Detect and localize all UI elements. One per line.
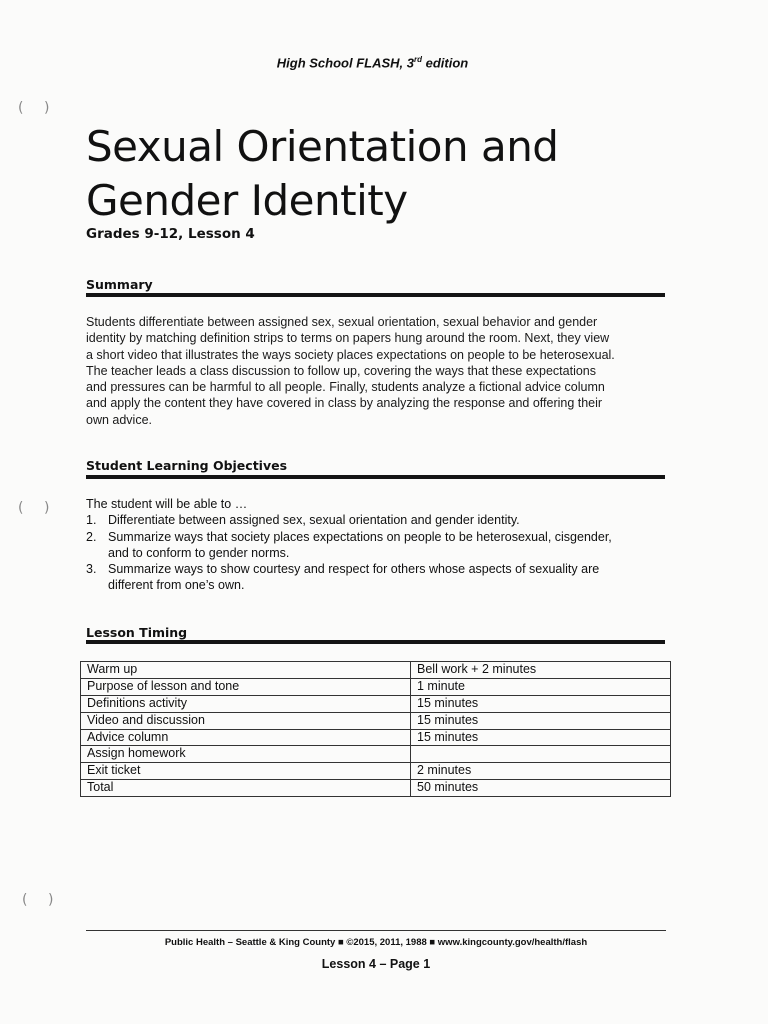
page-title xyxy=(86,120,706,228)
objectives-list xyxy=(86,496,666,594)
activity-cell: Definitions activity xyxy=(81,695,411,712)
table-row xyxy=(81,746,671,763)
table-row xyxy=(81,763,671,780)
punch-hole-mark: ( ) xyxy=(18,500,50,516)
summary-heading: Summary xyxy=(86,277,153,292)
objective-line: Summarize ways that society places expectations on people to be heterosexual, cisgender, xyxy=(108,529,612,544)
lesson-timing-table xyxy=(80,661,671,797)
section-divider xyxy=(86,293,665,297)
objective-line: and to conform to gender norms. xyxy=(108,545,290,560)
objective-line: different from one’s own. xyxy=(108,578,245,593)
objective-item xyxy=(86,512,666,528)
objective-number: 2. xyxy=(86,529,97,544)
objective-number: 1. xyxy=(86,513,97,528)
edition-suffix: edition xyxy=(422,55,469,71)
activity-cell: Video and discussion xyxy=(81,712,411,729)
objective-line: Summarize ways to show courtesy and respect for others whose aspects of sexuality are xyxy=(108,562,600,577)
table-row xyxy=(81,712,671,729)
objective-item xyxy=(86,561,666,594)
time-cell: 50 minutes xyxy=(411,780,671,797)
grade-lesson-subtitle: Grades 9-12, Lesson 4 xyxy=(86,226,255,242)
footer-divider xyxy=(86,930,666,931)
time-cell xyxy=(411,746,671,763)
activity-cell: Total xyxy=(81,780,411,797)
time-cell: 15 minutes xyxy=(411,712,671,729)
objective-line: Differentiate between assigned sex, sexual orientation and gender identity. xyxy=(108,513,520,528)
section-divider xyxy=(86,475,665,479)
timing-heading: Lesson Timing xyxy=(86,625,188,640)
objective-item xyxy=(86,529,666,562)
summary-line: and pressures can be harmful to all people. Finally, students analyze a fictional advice column xyxy=(86,380,605,395)
time-cell: 2 minutes xyxy=(411,763,671,780)
edition-superscript: rd xyxy=(414,55,422,64)
objective-text xyxy=(108,512,666,528)
time-cell: Bell work + 2 minutes xyxy=(411,662,671,679)
summary-line: own advice. xyxy=(86,412,153,427)
title-line: Sexual Orientation and xyxy=(86,122,559,171)
activity-cell: Warm up xyxy=(81,662,411,679)
objectives-intro: The student will be able to … xyxy=(86,497,248,511)
time-cell: 15 minutes xyxy=(411,695,671,712)
punch-hole-mark: ( ) xyxy=(22,892,54,908)
edition-text: High School FLASH, 3 xyxy=(276,55,414,71)
section-divider xyxy=(86,640,665,644)
summary-paragraph xyxy=(86,314,666,428)
summary-line: and apply the content they have covered in class by analyzing the response and offering their xyxy=(86,396,603,411)
punch-hole-mark: ( ) xyxy=(18,100,50,116)
title-line: Gender Identity xyxy=(86,176,408,225)
page-number: Lesson 4 – Page 1 xyxy=(321,957,431,971)
footer-credit: Public Health – Seattle & King County ■ ©2015, 2011, 1988 ■ www.kingcounty.gov/health/flash xyxy=(164,937,588,948)
summary-line: a short video that illustrates the ways society places expectations on people to be heterosexual. xyxy=(86,347,615,362)
table-row xyxy=(81,695,671,712)
activity-cell: Advice column xyxy=(81,729,411,746)
objective-number: 3. xyxy=(86,562,97,577)
table-row xyxy=(81,780,671,797)
summary-line: identity by matching definition strips to terms on papers hung around the room. Next, they view xyxy=(86,331,610,346)
table-row xyxy=(81,662,671,679)
summary-line: Students differentiate between assigned sex, sexual orientation, sexual behavior and gender xyxy=(86,315,598,329)
objective-text xyxy=(108,561,666,594)
table-row xyxy=(81,678,671,695)
objectives-heading: Student Learning Objectives xyxy=(86,458,288,473)
time-cell: 1 minute xyxy=(411,678,671,695)
activity-cell: Purpose of lesson and tone xyxy=(81,678,411,695)
activity-cell: Exit ticket xyxy=(81,763,411,780)
objective-text xyxy=(108,529,666,562)
time-cell: 15 minutes xyxy=(411,729,671,746)
table-row xyxy=(81,729,671,746)
activity-cell: Assign homework xyxy=(81,746,411,763)
edition-header xyxy=(0,55,745,70)
summary-line: The teacher leads a class discussion to follow up, covering the ways that these expectations xyxy=(86,363,597,378)
